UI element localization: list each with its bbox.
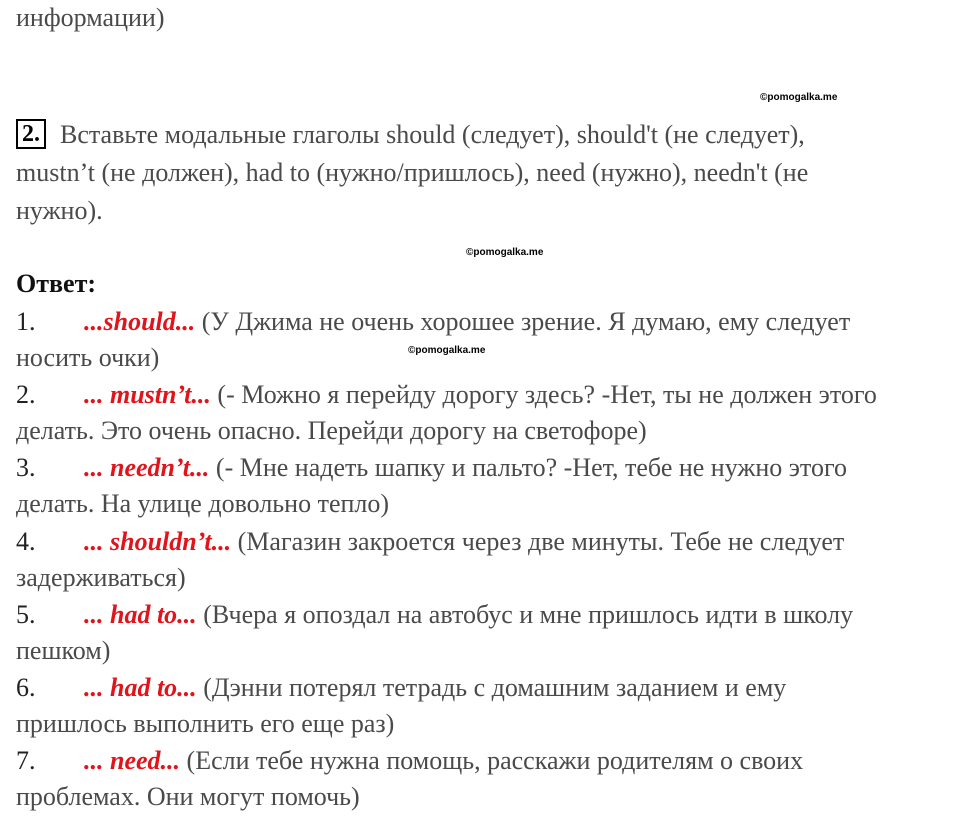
task-line-3: нужно). xyxy=(16,196,103,225)
task-number-box: 2. xyxy=(16,119,46,149)
item-number: 4. xyxy=(16,527,36,556)
answer-item-3-line-2: делать. На улице довольно тепло) xyxy=(16,489,390,518)
translation-text: (Если тебе нужна помощь, расскажи родителям о своих xyxy=(180,746,804,775)
task-text-1: Вставьте модальные глаголы should (следует), should't (не следует), xyxy=(60,120,805,149)
answer-item-6-line-1 xyxy=(16,670,786,706)
answer-verb: ... needn’t... xyxy=(84,453,210,482)
item-number: 7. xyxy=(16,746,36,775)
answer-verb: ...should... xyxy=(84,307,196,336)
previous-text-fragment: информации) xyxy=(16,3,165,32)
answer-verb: ... shouldn’t... xyxy=(84,527,232,556)
task-line-1 xyxy=(16,117,805,153)
translation-text: (- Можно я перейду дорогу здесь? -Нет, ты не должен этого xyxy=(210,380,877,409)
item-number: 2. xyxy=(16,380,36,409)
translation-text: (- Мне надеть шапку и пальто? -Нет, тебе не нужно этого xyxy=(209,453,847,482)
item-number: 5. xyxy=(16,600,36,629)
answer-item-5-line-2: пешком) xyxy=(16,636,111,665)
item-number: 6. xyxy=(16,673,36,702)
translation-text: (У Джима не очень хорошее зрение. Я думаю, ему следует xyxy=(195,307,851,336)
answer-item-7-line-2: проблемах. Они могут помочь) xyxy=(16,782,360,811)
answer-verb: ... need... xyxy=(84,746,181,775)
answer-heading: Ответ: xyxy=(16,269,97,298)
watermark: ©pomogalka.me xyxy=(408,345,486,356)
watermark: ©pomogalka.me xyxy=(760,92,838,103)
answer-item-1-line-1 xyxy=(16,304,850,340)
answer-item-2-line-2: делать. Это очень опасно. Перейди дорогу на светофоре) xyxy=(16,416,647,445)
item-number: 1. xyxy=(16,307,36,336)
answer-item-4-line-1 xyxy=(16,524,844,560)
answer-item-7-line-1 xyxy=(16,743,803,779)
watermark: ©pomogalka.me xyxy=(466,247,544,258)
answer-verb: ... mustn’t... xyxy=(84,380,211,409)
translation-text: (Вчера я опоздал на автобус и мне пришлось идти в школу xyxy=(196,600,854,629)
item-number: 3. xyxy=(16,453,36,482)
translation-text: (Магазин закроется через две минуты. Тебе не следует xyxy=(231,527,845,556)
answer-item-5-line-1 xyxy=(16,597,853,633)
answer-item-1-line-2: носить очки) xyxy=(16,343,160,372)
answer-item-4-line-2: задерживаться) xyxy=(16,563,186,592)
task-line-2: mustn’t (не должен), had to (нужно/пришлось), need (нужно), needn't (не xyxy=(16,158,809,187)
answer-item-6-line-2: пришлось выполнить его еще раз) xyxy=(16,709,395,738)
answer-item-2-line-1 xyxy=(16,377,877,413)
translation-text: (Дэнни потерял тетрадь с домашним заданием и ему xyxy=(196,673,787,702)
answer-verb: ... had to... xyxy=(84,673,197,702)
answer-item-3-line-1 xyxy=(16,450,847,486)
answer-verb: ... had to... xyxy=(84,600,197,629)
